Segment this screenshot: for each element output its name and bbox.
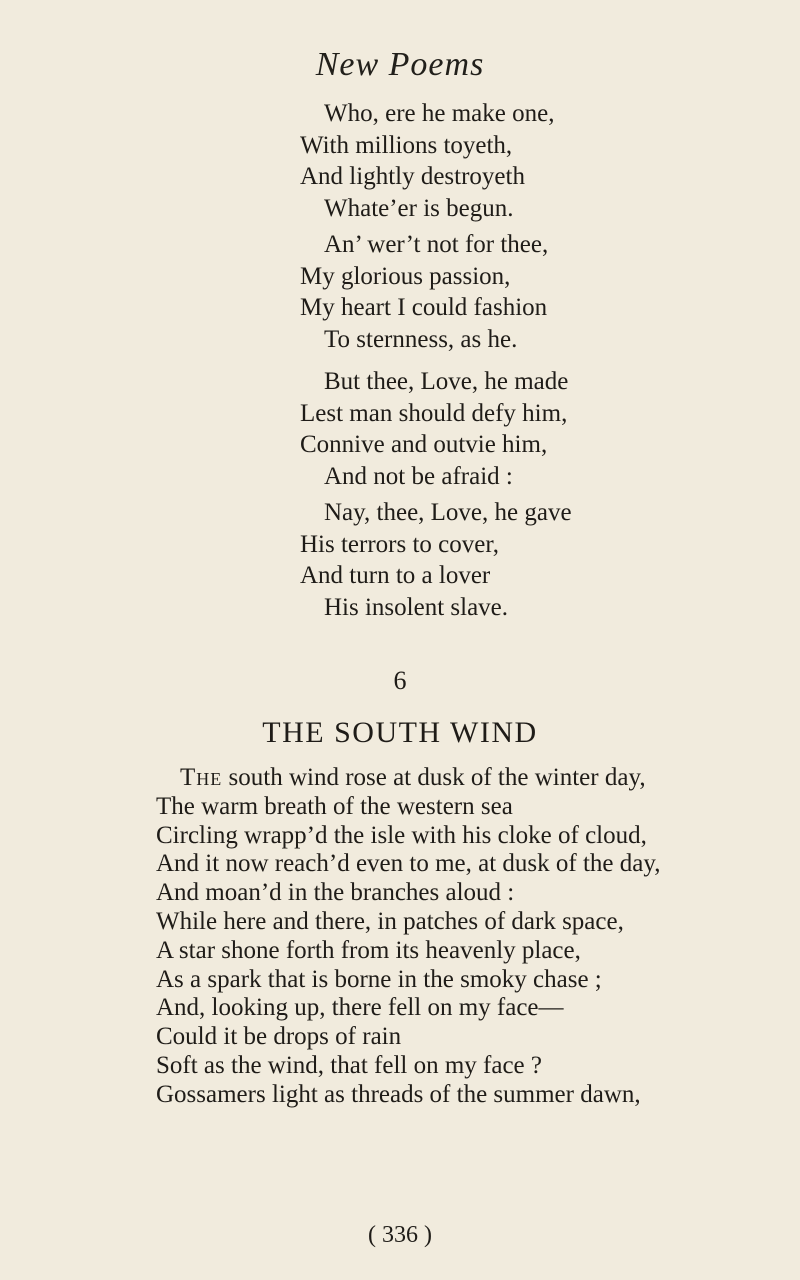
verse-line: And, looking up, there fell on my face—	[156, 994, 564, 1022]
verse-line	[156, 764, 660, 793]
verse-line: The warm breath of the western sea	[156, 792, 513, 820]
stanza-4	[300, 497, 572, 623]
verse-line: Circling wrapp’d the isle with his cloke of cloud,	[156, 821, 647, 849]
verse-line: And not be afraid :	[324, 462, 513, 490]
section-number: 6	[393, 666, 407, 695]
verse-line: Could it be drops of rain	[156, 1023, 402, 1051]
verse-line: Whate’er is begun.	[324, 194, 514, 222]
verse-line: My glorious passion,	[300, 262, 511, 290]
verse-line: Soft as the wind, that fell on my face ?	[156, 1051, 542, 1079]
stanza-2	[300, 229, 548, 355]
verse-line: And lightly destroyeth	[300, 163, 525, 190]
opening-line-text: south wind rose at dusk of the winter day,	[222, 764, 646, 791]
verse-line: Lest man should defy him,	[300, 399, 568, 427]
running-head: New Poems	[315, 46, 485, 83]
verse-line: Nay, thee, Love, he gave	[324, 499, 572, 526]
stanza-1	[300, 98, 554, 224]
opening-word: The	[180, 764, 223, 791]
verse-line: Gossamers light as threads of the summer dawn,	[156, 1080, 641, 1108]
verse-line: Who, ere he make one,	[324, 100, 555, 127]
stanza-3	[300, 366, 568, 492]
verse-line: As a spark that is borne in the smoky chase ;	[156, 965, 602, 993]
section-title: THE SOUTH WIND	[262, 716, 538, 749]
verse-line: His terrors to cover,	[300, 530, 499, 558]
verse-line: Connive and outvie him,	[300, 431, 548, 458]
verse-line: While here and there, in patches of dark space,	[156, 907, 624, 935]
verse-line: His insolent slave.	[324, 593, 509, 621]
verse-line: My heart I could fashion	[300, 294, 548, 321]
verse-line: And moan’d in the branches aloud :	[156, 879, 515, 907]
verse-line: And it now reach’d even to me, at dusk of the day,	[156, 850, 661, 878]
verse-line: A star shone forth from its heavenly place,	[156, 936, 581, 964]
verse-line: And turn to a lover	[300, 562, 491, 589]
poem-the-south-wind	[156, 764, 660, 1110]
verse-line: But thee, Love, he made	[324, 368, 569, 395]
verse-line: To sternness, as he.	[324, 325, 518, 353]
verse-line: An’ wer’t not for thee,	[324, 231, 549, 258]
verse-line: With millions toyeth,	[300, 131, 513, 159]
page-number: ( 336 )	[368, 1222, 432, 1248]
